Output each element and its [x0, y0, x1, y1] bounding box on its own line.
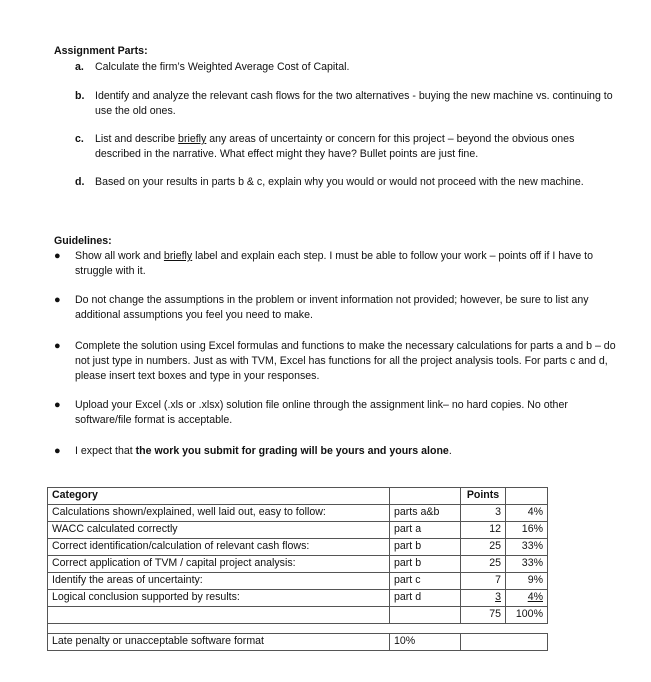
cell-part: part b	[390, 556, 461, 573]
header-category: Category	[48, 488, 390, 505]
part-text: Calculate the firm’s Weighted Average Cost of Capital.	[95, 61, 350, 73]
total-points: 75	[461, 607, 506, 624]
cell-percent: 4%	[506, 590, 548, 607]
part-letter: a.	[75, 61, 84, 73]
table-row	[48, 556, 548, 573]
penalty-category: Late penalty or unacceptable software format	[48, 634, 390, 651]
cell-part: parts a&b	[390, 505, 461, 522]
table-row	[48, 539, 548, 556]
bullet-icon: ●	[54, 445, 61, 457]
assignment-part-b	[75, 89, 620, 119]
assignment-heading: Assignment Parts:	[54, 45, 148, 57]
guideline-item: ● Upload your Excel (.xls or .xlsx) solution file online through the assignment link– no hard copies. No other software/file format is acceptable.	[54, 399, 568, 426]
table-total-row	[48, 607, 548, 624]
table-header-row	[48, 488, 548, 505]
cell-percent: 33%	[506, 556, 548, 573]
cell-part: part c	[390, 573, 461, 590]
total-percent: 100%	[506, 607, 548, 624]
guideline-item: ● I expect that the work you submit for grading will be yours and yours alone.	[54, 445, 452, 457]
grading-table	[47, 487, 548, 651]
cell-part: part d	[390, 590, 461, 607]
cell-points: 3	[461, 590, 506, 607]
cell-points: 7	[461, 573, 506, 590]
guideline-item: ● Do not change the assumptions in the problem or invent information not provided; however, be sure to list any additional assumptions you feel you need to make.	[54, 294, 589, 321]
part-letter: d.	[75, 176, 85, 188]
cell-part: part a	[390, 522, 461, 539]
assignment-part-c	[75, 132, 620, 162]
cell-category: Logical conclusion supported by results:	[48, 590, 390, 607]
cell-percent: 33%	[506, 539, 548, 556]
cell-category: Calculations shown/explained, well laid out, easy to follow:	[48, 505, 390, 522]
cell-category: Identify the areas of uncertainty:	[48, 573, 390, 590]
part-text: Identify and analyze the relevant cash flows for the two alternatives - buying the new machine vs. continuing to use the old ones.	[95, 90, 613, 117]
guideline-item: ● Complete the solution using Excel formulas and functions to make the necessary calculations for parts a and b – do not just type in numbers. Just as with TVM, Excel has functions for all the project analysis tools. For parts c and d, please insert text boxes and type in your responses.	[54, 340, 616, 382]
bullet-icon: ●	[54, 250, 61, 262]
cell-points: 3	[461, 505, 506, 522]
part-letter: c.	[75, 133, 84, 145]
cell-percent: 4%	[506, 505, 548, 522]
header-percent	[506, 488, 548, 505]
part-letter: b.	[75, 90, 85, 102]
assignment-part-d	[75, 175, 620, 190]
cell-category: Correct identification/calculation of relevant cash flows:	[48, 539, 390, 556]
cell-category: Correct application of TVM / capital project analysis:	[48, 556, 390, 573]
cell-points: 25	[461, 556, 506, 573]
table-row	[48, 590, 548, 607]
header-part	[390, 488, 461, 505]
assignment-part-a	[75, 60, 620, 75]
guideline-item: ● Show all work and briefly label and explain each step. I must be able to follow your work – points off if I have to struggle with it.	[54, 250, 594, 277]
guidelines-heading: Guidelines:	[54, 235, 112, 247]
table-row	[48, 573, 548, 590]
table-spacer-row	[48, 624, 548, 634]
table-penalty-row	[48, 634, 548, 651]
cell-points: 12	[461, 522, 506, 539]
table-row	[48, 522, 548, 539]
table-row	[48, 505, 548, 522]
cell-part: part b	[390, 539, 461, 556]
part-text: List and describe briefly any areas of uncertainty or concern for this project – beyond the obvious ones described in the narrative. What effect might they have? Bullet points are just fine.	[95, 133, 575, 160]
bullet-icon: ●	[54, 399, 61, 411]
cell-part	[390, 607, 461, 624]
penalty-value: 10%	[390, 634, 461, 651]
cell-percent: 9%	[506, 573, 548, 590]
cell-points: 25	[461, 539, 506, 556]
part-text: Based on your results in parts b & c, explain why you would or would not proceed with the new machine.	[95, 176, 584, 188]
bullet-icon: ●	[54, 340, 61, 352]
cell-percent: 16%	[506, 522, 548, 539]
header-points: Points	[461, 488, 506, 505]
bullet-icon: ●	[54, 294, 61, 306]
cell-category	[48, 607, 390, 624]
cell-category: WACC calculated correctly	[48, 522, 390, 539]
